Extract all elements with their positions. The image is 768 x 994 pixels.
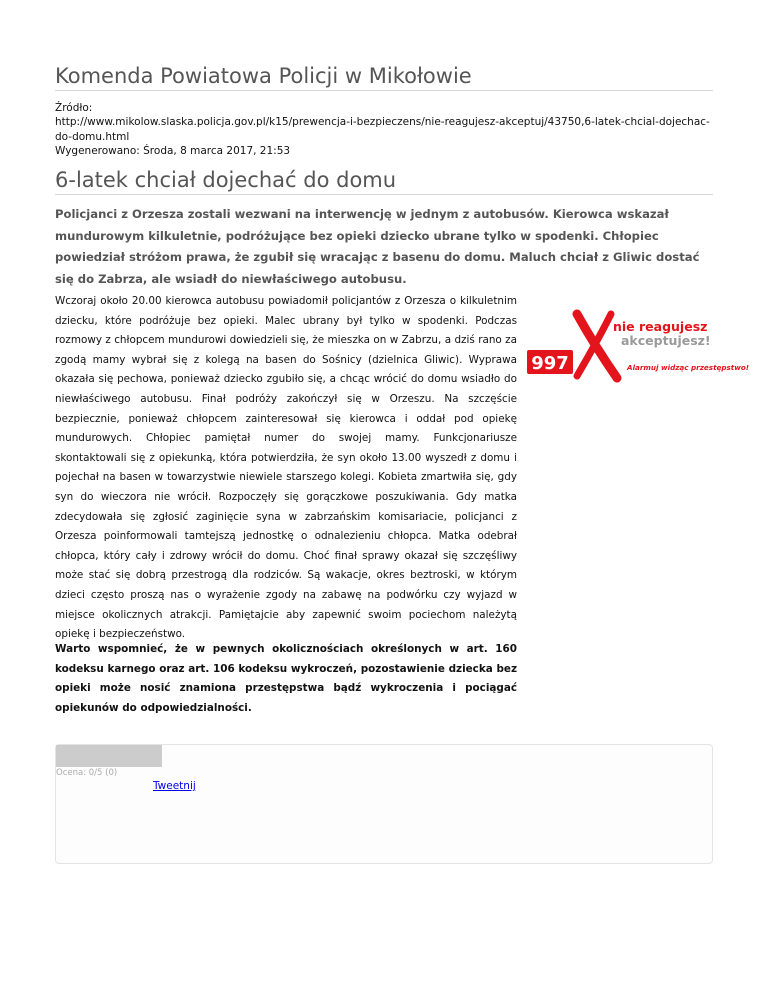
generated-date: Wygenerowano: Środa, 8 marca 2017, 21:53 — [55, 144, 291, 157]
campaign-line1: nie reagujesz — [613, 319, 708, 334]
print-meta — [55, 101, 715, 158]
campaign-logo-icon — [527, 308, 750, 384]
rating-panel — [55, 744, 713, 864]
rating-text: Ocena: 0/5 (0) — [56, 768, 118, 778]
campaign-banner — [527, 308, 750, 384]
source-url-line2: do-domu.html — [55, 130, 130, 143]
tweet-link[interactable]: Tweetnij — [153, 780, 196, 792]
source-label: Źródło: — [55, 102, 93, 114]
campaign-slogan: Alarmuj widząc przestępstwo! — [627, 363, 750, 372]
legal-note: Warto wspomnieć, że w pewnych okolicznościach określonych w art. 160 kodeksu karnego oraz art. 106 kodeksu wykroczeń, pozostawienie dziecka bez opieki może nosić znamiona przestępstwa bądź wykroczenia i pociągać opiekunów do odpowiedzialności. — [55, 643, 517, 714]
campaign-number: 997 — [531, 353, 569, 374]
rating-bar[interactable] — [56, 745, 162, 767]
article-body: Wczoraj około 20.00 kierowca autobusu powiadomił policjantów z Orzesza o kilkuletnim dziecku, które podróżuje bez opieki. Malec ubrany był tylko w spodenki. Podczas rozmowy z chłopcem mundurowi dowiedzieli się, że mieszka on w Zabrzu, a dziś rano za zgodą mamy wybrał się z kolegą na basen do Sośnicy (dzielnica Gliwic). Wyprawa okazała się pechowa, ponieważ dziecko zgubiło się, a chcąc wrócić do domu wsiadło do niewłaściwego autobusu. Finał podróży zakończył się w Orzeszu. Na szczęście bezpiecznie, ponieważ chłopcem zainteresował się kierowca i oddał pod opiekę mundurowych. Chłopiec pamiętał numer do swojej mamy. Funkcjonariusze skontaktowali się z opiekunką, która potwierdziła, że syn około 13.00 wyszedł z domu i pojechał na basen w towarzystwie niewiele starszego kolegi. Kobieta zmartwiła się, gdy syn do wieczora nie wrócił. Rozpoczęły się gorączkowe poszukiwania. Gdy matka zdecydowała się zgłosić zaginięcie syna w zabrzańskim komisariacie, policjanci z Orzesza poinformowali tamtejszą jednostkę o odnalezieniu chłopca. Matka odebrał chłopca, który cały i zdrowy wrócił do domu. Choć finał sprawy okazał się szczęśliwy może stać się dobrą przestrogą dla rodziców. Są wakacje, okres beztroski, w którym dzieci często proszą nas o wyrażenie zgody na zabawę na podwórku czy wyjazd w miejsce okolicznych atrakcji. Pamiętajcie aby zapewnić swoim pociechom należytą opiekę i bezpieczeństwo. — [55, 295, 517, 641]
article-title: 6-latek chciał dojechać do domu — [55, 166, 713, 195]
site-title: Komenda Powiatowa Policji w Mikołowie — [55, 62, 713, 91]
source-url-line1: http://www.mikolow.slaska.policja.gov.pl/k15/prewencja-i-bezpieczens/nie-reagujesz-akceptuj/43750,6-latek-chcial-dojechac- — [55, 116, 710, 129]
campaign-line2: akceptujesz! — [621, 333, 711, 348]
article-lead: Policjanci z Orzesza zostali wezwani na interwencję w jednym z autobusów. Kierowca wskazał mundurowym kilkuletnie, podróżujące bez opieki dziecko ubrane tylko w spodenki. Chłopiec powiedział stróżom prawa, że zgubił się wracając z basenu do domu. Maluch chciał z Gliwic dostać się do Zabrza, ale wsiadł do niewłaściwego autobusu. — [55, 207, 700, 286]
